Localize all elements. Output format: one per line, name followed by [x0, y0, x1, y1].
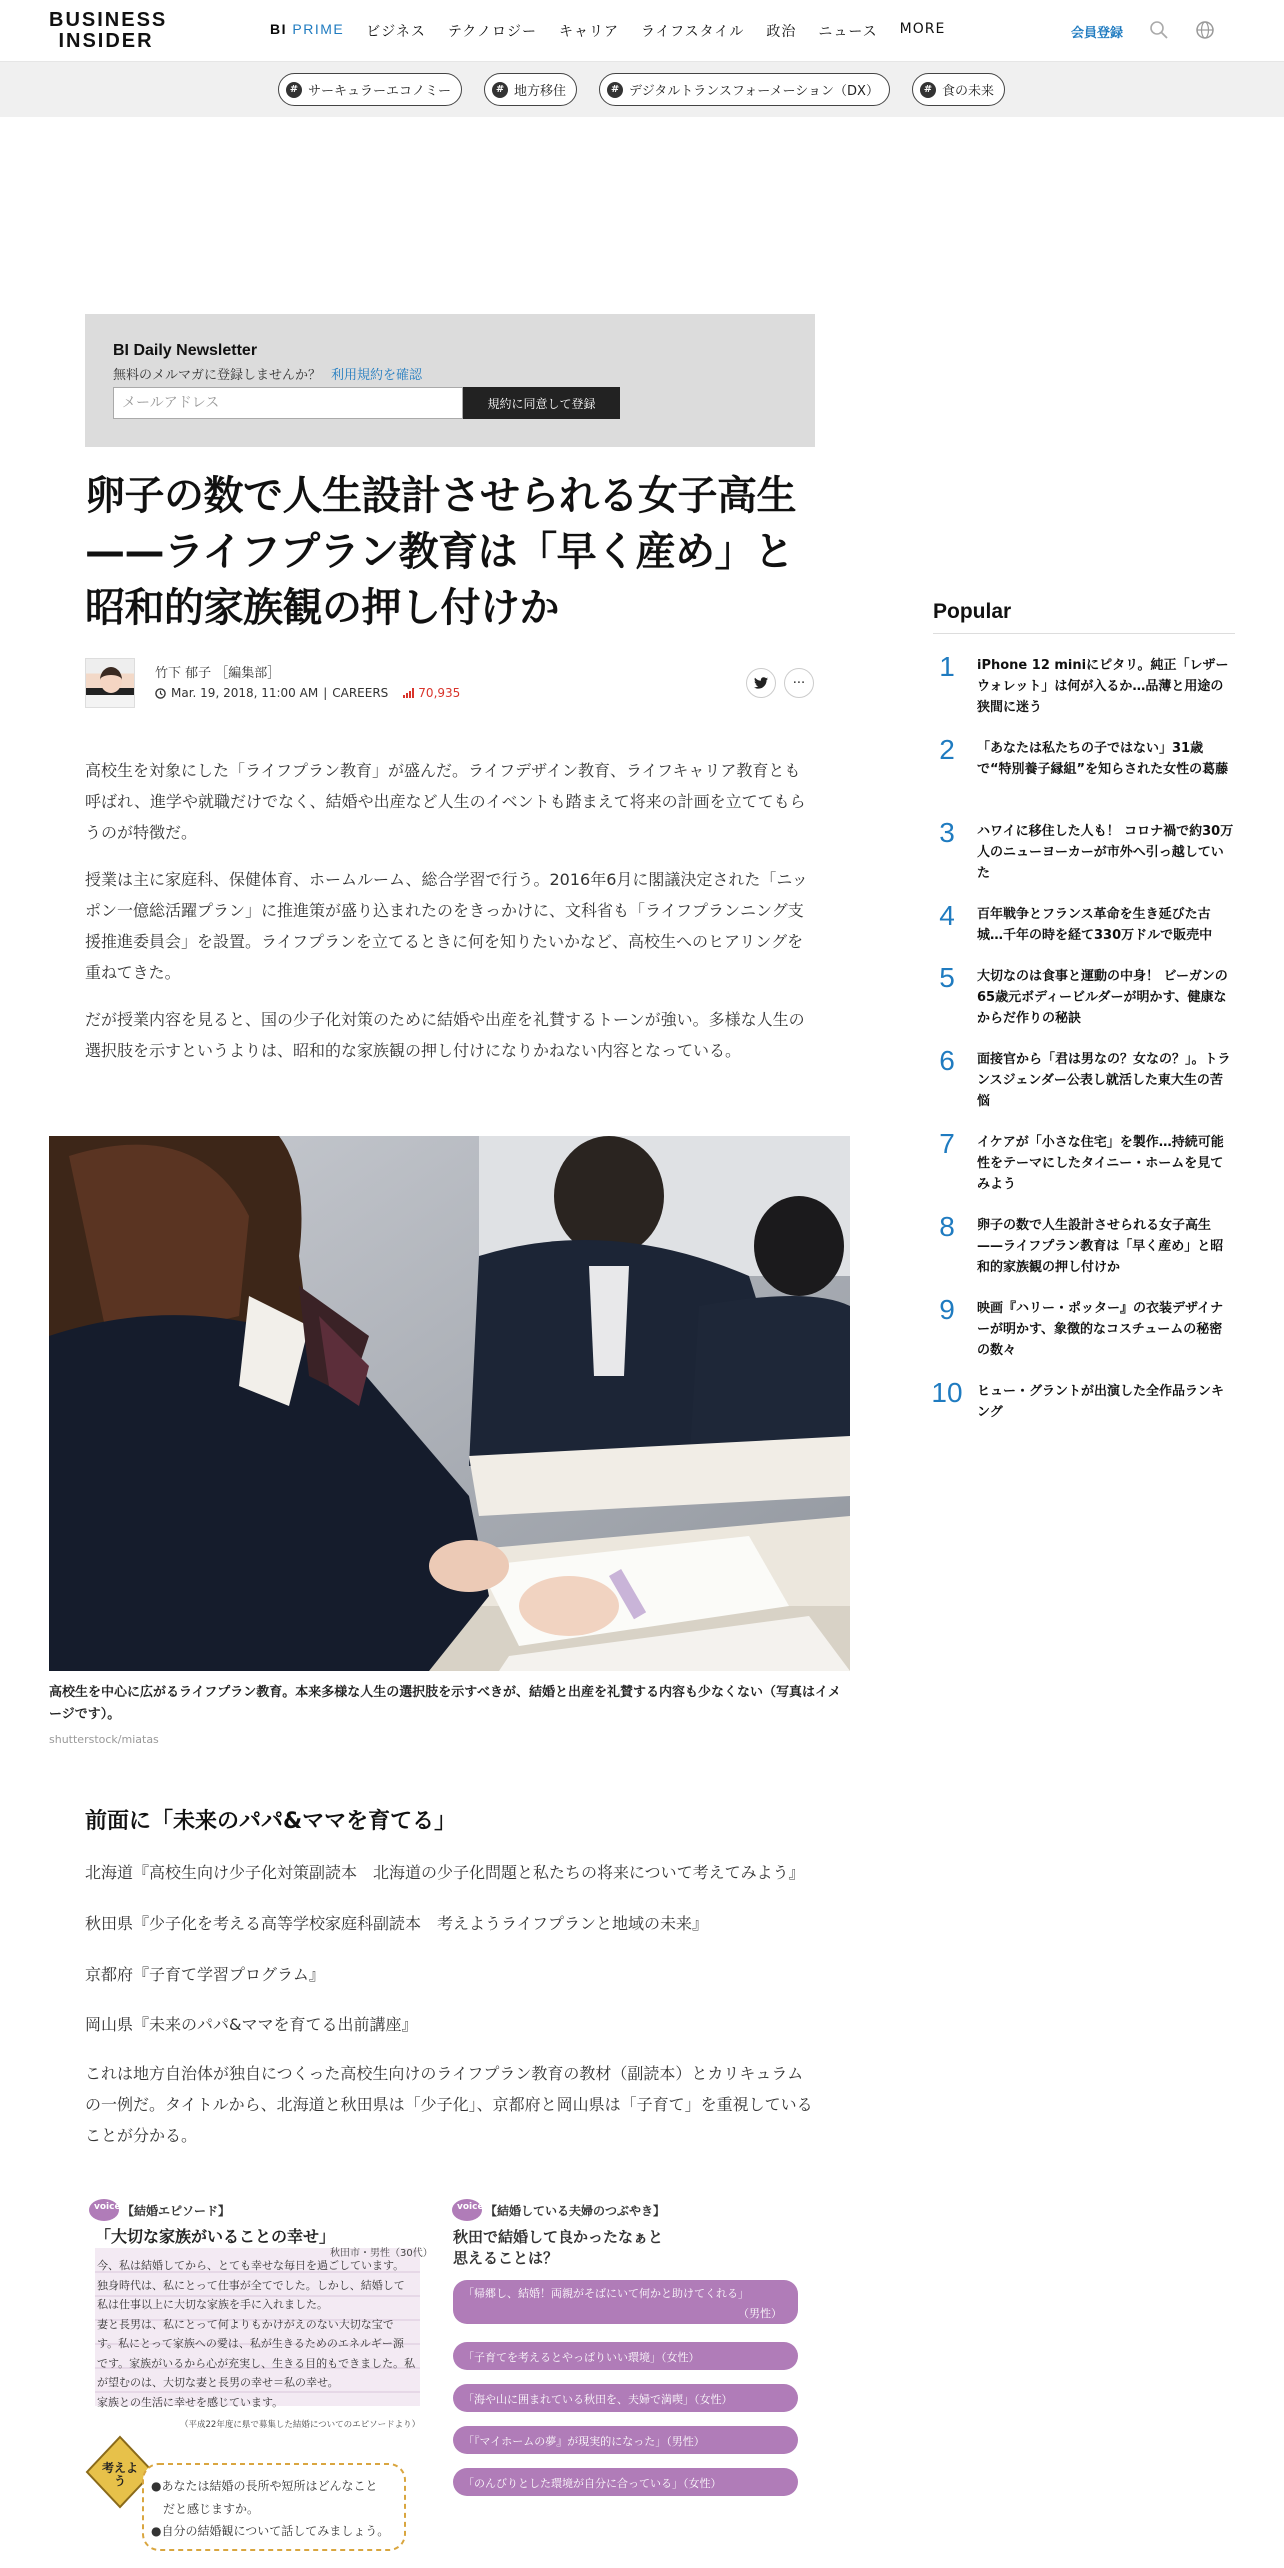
popular-item-title[interactable]: 映画『ハリー・ポッター』の衣装デザイナーが明かす、象徴的なコスチュームの秘密の数々 — [977, 1301, 1224, 1358]
tag-circular-economy[interactable] — [278, 73, 462, 106]
view-count-value: 70,935 — [418, 686, 461, 700]
left-body-line: 今、私は結婚してから、とても幸せな毎日を過ごしています。 — [97, 2259, 405, 2272]
main-nav — [270, 21, 945, 41]
question-1b: だと感じますか。 — [163, 2502, 260, 2516]
prime-label-a: BI — [270, 21, 287, 37]
left-body-line: 独身時代は、私にとって仕事が全てでした。しかし、結婚して — [97, 2278, 405, 2292]
popular-heading: Popular — [933, 600, 1012, 623]
bubble-text: 「帰郷し、結婚！両親がそばにいて何かと助けてくれる」 — [463, 2287, 749, 2300]
textbook-line: 京都府『子育て学習プログラム』 — [85, 1965, 325, 1984]
nav-item-technology[interactable]: テクノロジー — [447, 24, 537, 40]
hashtag-icon: # — [286, 82, 302, 98]
twitter-icon — [754, 677, 768, 689]
article-category[interactable]: CAREERS — [332, 686, 389, 700]
textbook-line: 北海道『高校生向け少子化対策副読本 北海道の少子化問題と私たちの将来について考えてみよう』 — [85, 1863, 805, 1882]
search-icon[interactable] — [1149, 20, 1169, 40]
popular-item-title[interactable]: イケアが「小さな住宅」を製作…持続可能性をテーマにしたタイニー・ホームを見てみよう — [977, 1135, 1224, 1192]
bubble-text: 「海や山に囲まれている秋田を、夫婦で満喫」（女性） — [463, 2393, 733, 2406]
site-logo[interactable] — [49, 9, 168, 52]
nav-item-politics[interactable]: 政治 — [766, 24, 797, 40]
left-person: 秋田市・男性（30代） — [330, 2248, 433, 2259]
newsletter-sub-text: 無料のメルマガに登録しませんか？ — [113, 368, 322, 383]
article-title: 卵子の数で人生設計させられる女子高生——ライフプラン教育は「早く産め」と昭和的家族観の押し付けか — [85, 473, 796, 631]
bubble-text: 「子育てを考えるとやっぱりいい環境」（女性） — [463, 2351, 700, 2364]
right-label: 【結婚している夫婦のつぶやき】 — [485, 2204, 666, 2218]
nav-item-bi-prime[interactable] — [270, 21, 344, 41]
popular-rank: 3 — [939, 817, 955, 848]
logo-line-2: INSIDER — [58, 30, 154, 52]
tag-dx[interactable] — [599, 73, 890, 106]
article-paragraph: だが授業内容を見ると、国の少子化対策のために結婚や出産を礼賛するトーンが強い。多様な人生の選択肢を示すというよりは、昭和的な家族観の押し付けになりかねない内容となっている。 — [85, 1010, 805, 1060]
tag-future-of-food[interactable] — [912, 73, 1005, 106]
topic-tag-bar — [0, 62, 1284, 117]
textbook-line: 岡山県『未来のパパ&ママを育てる出前講座』 — [85, 2015, 418, 2034]
nav-item-news[interactable]: ニュース — [818, 24, 878, 40]
view-count — [403, 686, 460, 700]
email-field[interactable] — [113, 387, 463, 419]
popular-item-title[interactable]: ヒュー・グラントが出演した全作品ランキング — [977, 1384, 1225, 1420]
left-label: 【結婚エピソード】 — [122, 2204, 231, 2218]
right-title-2: 思えることは？ — [453, 2249, 559, 2267]
popular-item-title[interactable]: ハワイに移住した人も！ コロナ禍で約30万人のニューヨーカーが市外へ引っ越していた — [977, 824, 1234, 881]
photo-credit: shutterstock/miatas — [49, 1733, 159, 1746]
popular-rank: 4 — [939, 900, 955, 931]
article-paragraph: 高校生を対象にした「ライフプラン教育」が盛んだ。ライフデザイン教育、ライフキャリア教育とも呼ばれ、進学や就職だけでなく、結婚や出産など人生のイベントも踏まえて将来の計画を立ててもらうのが特徴だ。 — [85, 761, 806, 842]
tag-label: デジタルトランスフォーメーション（DX） — [629, 84, 879, 99]
popular-item-title[interactable]: 「あなたは私たちの子ではない」31歳で“特別養子縁組”を知らされた女性の葛藤 — [977, 741, 1229, 777]
popular-rank: 7 — [939, 1128, 955, 1159]
hashtag-icon: # — [607, 82, 623, 98]
more-options-button[interactable] — [784, 668, 814, 698]
hashtag-icon: # — [492, 82, 508, 98]
member-register-link[interactable]: 会員登録 — [1071, 26, 1124, 41]
popular-rank: 5 — [939, 962, 955, 993]
avatar-face — [100, 667, 122, 693]
bubble-tag: （男性） — [738, 2307, 782, 2320]
terms-link[interactable]: 利用規約を確認 — [331, 368, 423, 383]
nav-item-career[interactable]: キャリア — [559, 24, 619, 40]
section-heading: 前面に「未来のパパ&ママを育てる」 — [85, 1809, 457, 1834]
bar-chart-icon — [403, 688, 415, 698]
nav-item-business[interactable]: ビジネス — [366, 24, 426, 40]
classroom-photo-illustration — [49, 1136, 850, 1671]
publish-date: Mar. 19, 2018, 11:00 AM — [171, 686, 319, 700]
voice-badge-right: voice — [457, 2202, 484, 2212]
site-header — [0, 0, 1284, 62]
twitter-share-button[interactable] — [746, 668, 776, 698]
left-body-line: です。家族がいるから心が充実し、生きる目的もできました。私 — [97, 2356, 416, 2370]
popular-rank: 1 — [939, 651, 955, 682]
logo-line-1: BUSINESS — [49, 9, 168, 31]
left-body-line: 家族との生活に幸せを感じています。 — [97, 2395, 284, 2409]
popular-rank: 9 — [939, 1294, 955, 1325]
tag-label: 食の未来 — [941, 84, 994, 99]
left-note: （平成22年度に県で募集した結婚についてのエピソードより） — [180, 2420, 421, 2430]
ellipsis-icon: ··· — [792, 675, 806, 691]
popular-rank: 6 — [939, 1045, 955, 1076]
popular-item-title[interactable]: 卵子の数で人生設計させられる女子高生——ライフプラン教育は「早く産め」と昭和的家族観の押し付けか — [977, 1218, 1224, 1275]
popular-item-title[interactable]: 面接官から「君は男なの？女なの？」。トランスジェンダー公表し就活した東大生の苦悩 — [977, 1052, 1231, 1109]
popular-rank: 8 — [939, 1211, 955, 1242]
author-name[interactable]: 竹下 郁子 ［編集部］ — [155, 666, 281, 681]
meta-separator: | — [323, 686, 328, 700]
right-title-1: 秋田で結婚して良かったなぁと — [453, 2228, 664, 2246]
popular-item-title[interactable]: 百年戦争とフランス革命を生き延びた古城…千年の時を経て330万ドルで販売中 — [977, 907, 1213, 943]
article-meta — [155, 686, 460, 700]
article-paragraph: 授業は主に家庭科、保健体育、ホームルーム、総合学習で行う。2016年6月に閣議決定された「ニッポン一億総活躍プラン」に推進策が盛り込まれたのをきっかけに、文科省も「ライフプランニング支援推進委員会」を設置。ライフプランを立てるときに何を知りたいかなど、高校生へのヒアリングを重ねてきた。 — [85, 870, 808, 982]
prime-label-b: PRIME — [292, 21, 345, 37]
left-body-line: 私は仕事以上に大切な家族を手に入れました。 — [97, 2298, 328, 2311]
subscribe-button[interactable]: 規約に同意して登録 — [463, 387, 620, 419]
tag-relocation[interactable] — [484, 73, 577, 106]
newsletter-signup — [85, 314, 815, 447]
clock-icon — [155, 688, 166, 699]
tag-label: 地方移住 — [514, 84, 567, 99]
popular-item-title[interactable]: 大切なのは食事と運動の中身！ ビーガンの65歳元ボディービルダーが明かす、健康なからだ作りの秘訣 — [977, 969, 1228, 1026]
popular-rank: 10 — [931, 1377, 963, 1408]
left-body-line: が望むのは、大切な妻と長男の幸せ＝私の幸せ。 — [97, 2376, 339, 2389]
left-title: 「大切な家族がいることの幸せ」 — [95, 2227, 336, 2246]
article-paragraph: これは地方自治体が独自につくった高校生向けのライフプラン教育の教材（副読本）とカリキュラムの一例だ。タイトルから、北海道と秋田県は「少子化」、京都府と岡山県は「子育て」を重視していることが分かる。 — [85, 2064, 813, 2145]
bubble-text: 「『マイホームの夢』が現実的になった」（男性） — [463, 2435, 705, 2448]
nav-item-more[interactable]: MORE — [899, 21, 946, 37]
author-avatar[interactable] — [85, 658, 135, 708]
textbook-excerpt-image — [85, 2192, 805, 2562]
hashtag-icon: # — [920, 82, 936, 98]
voice-badge-left: voice — [94, 2202, 121, 2212]
popular-divider — [933, 633, 1235, 634]
popular-rank: 2 — [939, 734, 955, 765]
newsletter-subtitle — [113, 364, 422, 383]
bubble-text: 「のんびりとした環境が自分に合っている」（女性） — [463, 2477, 722, 2490]
left-body-line: 妻と長男は、私にとって何よりもかけがえのない大切な宝で — [97, 2317, 394, 2331]
left-body-line: す。私にとって家族への愛は、私が生きるためのエネルギー源 — [97, 2337, 404, 2350]
kangaeyou-badge: 考えよう — [102, 2461, 139, 2488]
tag-label: サーキュラーエコノミー — [308, 84, 452, 99]
question-2: ●自分の結婚観について話してみましょう。 — [151, 2524, 390, 2538]
question-1: ●あなたは結婚の長所や短所はどんなこと — [151, 2479, 378, 2493]
newsletter-title: BI Daily Newsletter — [113, 342, 258, 359]
left-body — [97, 2256, 415, 2412]
photo-caption: 高校生を中心に広がるライフプラン教育。本来多様な人生の選択肢を示すべきが、結婚と出産を礼賛する内容も少なくない（写真はイメージです）。 — [49, 1685, 841, 1722]
globe-icon[interactable] — [1195, 20, 1215, 40]
nav-item-lifestyle[interactable]: ライフスタイル — [641, 24, 745, 40]
textbook-line: 秋田県『少子化を考える高等学校家庭科副読本 考えようライフプランと地域の未来』 — [85, 1914, 709, 1933]
article-photo — [49, 1136, 850, 1671]
popular-item-title[interactable]: iPhone 12 miniにピタリ。純正「レザーウォレット」は何が入るか…品薄と用途の狭間に迷う — [977, 658, 1229, 715]
